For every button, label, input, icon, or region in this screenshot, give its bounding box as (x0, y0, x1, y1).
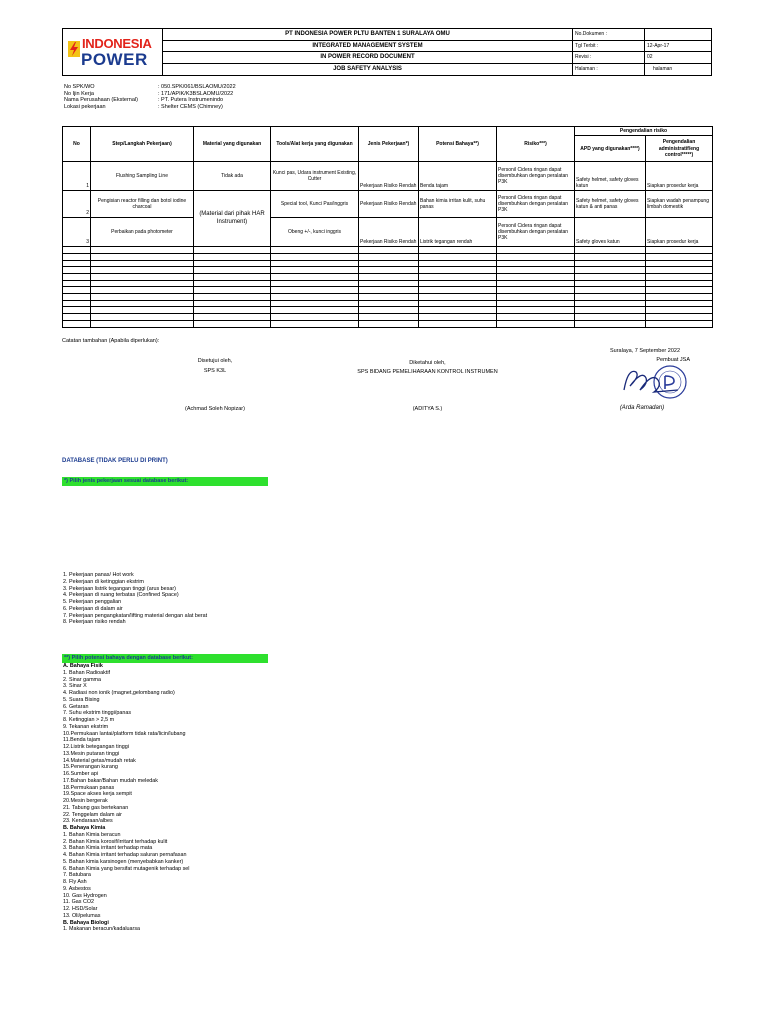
header-title-record: IN POWER RECORD DOCUMENT (163, 52, 572, 64)
list-item: 4. Pekerjaan di ruang terbatas (Confined Space) (63, 592, 179, 599)
list-item: 1. Makanan beracun/kadaluarsa (63, 926, 141, 933)
list-item: 9. Tekanan ekstrim (63, 723, 109, 730)
list-item: 13. Oli/pelumas (63, 912, 101, 919)
list-item: 3. Sinar X (63, 683, 87, 690)
list-item: 20.Mesin bergerak (63, 798, 108, 804)
list-item: 5. Bahan kimia karsinogen (menyebabkan kanker) (63, 858, 184, 865)
info-row: Nama Perusahaan (Eksternal) : PT. Putera Instrumenindo (64, 97, 224, 104)
list-item: 11.Benda tajam (63, 737, 101, 744)
jsa-table (62, 126, 713, 328)
list-item: 8. Pekerjaan risiko rendah (63, 619, 126, 626)
info-row: Lokasi pekerjaan : Shelter CEMS (Chimney) (64, 103, 223, 110)
table-row-empty (63, 253, 713, 260)
list-item: 10.Permukaan lantai/platform tidak rata/licin/lubang (63, 730, 186, 737)
list-item: 10. Gas Hydrogen (63, 892, 107, 899)
table-row: 1 Flushing Sampling Line Tidak ada Kunci pas, Udara instrument Existing, Cutter Pekerjaan Risiko Rendah Benda tajam Personil Cidera ringan dapat disembuhkan dengan peralatan P3K Safety helmet, safety gloves katun Siapkan prosedur kerja (63, 162, 713, 191)
table-row-empty (63, 247, 713, 254)
approver-title: Disetujui oleh, (197, 358, 233, 364)
table-row-empty (63, 280, 713, 287)
table-row-empty (63, 274, 713, 281)
signature-date: Suralaya, 7 September 2022 (609, 348, 681, 354)
header-titles (163, 29, 573, 75)
info-row: No Ijin Kerja : 171/APIK/K3BSLAOMU/2022 (64, 90, 234, 97)
list-item: 3. Pekerjaan listrik tegangan tinggi (arus besar) (63, 585, 176, 592)
table-row-empty (63, 260, 713, 267)
col-header-jenis: Jenis Pekerjaan*) (359, 127, 419, 162)
list-item: 8. Ketinggian > 2,5 m (63, 717, 115, 723)
list-item: 22. Tenggelam dalam air (63, 811, 122, 818)
potensi-bahaya-list (63, 663, 189, 933)
list-item: 3. Bahan Kimia irritant terhadap mata (63, 845, 153, 852)
header-title-system: INTEGRATED MANAGEMENT SYSTEM (163, 41, 572, 53)
doc-info-row: Tgl Terbit : 12-Apr-17 (573, 41, 711, 53)
list-item: 1. Bahan Kimia beracun (63, 831, 121, 838)
col-header-no: No (63, 127, 91, 162)
document-header (62, 28, 712, 76)
doc-info-row: No.Dokumen : (573, 29, 711, 41)
work-info (64, 84, 236, 110)
list-item: 6. Getaran (63, 703, 89, 710)
list-item: 12.Listrik betegangan tinggi (63, 744, 129, 750)
list-item: 8. Fly Ash (63, 879, 87, 885)
header-title-company: PT INDONESIA POWER PLTU BANTEN 1 SURALAYA OMU (163, 29, 572, 41)
list-item: 4. Radiasi non ionik (magnet,gelombang radio) (63, 690, 175, 696)
logo-line1: INDONESIA (82, 36, 152, 51)
list-item: 7. Suhu ekstrim tinggi/panas (63, 710, 132, 717)
col-header-potensi: Potensi Bahaya**) (419, 127, 497, 162)
list-item: 5. Pekerjaan penggalian (63, 599, 122, 605)
table-row-empty (63, 307, 713, 314)
list-item: 1. Pekerjaan panas/ Hot work (63, 572, 134, 578)
list-item: 4. Bahan Kimia irritant terhadap saluran pernafasan (63, 852, 187, 858)
list-item: 2. Pekerjaan di ketinggian ekstrim (63, 578, 144, 585)
database-title: DATABASE (TIDAK PERLU DI PRINT) (62, 458, 168, 464)
col-header-risiko: Risiko***) (497, 127, 575, 162)
jenis-pekerjaan-header: *) Pilih jenis pekerjaan sesuai database berikut: (62, 477, 268, 486)
table-row-empty (63, 300, 713, 307)
col-header-apd: APD yang digunakan****) (575, 136, 646, 162)
table-row: 2 Pengisian reactor filling dan botol iodine charcoal (Material dari pihak HAR Instrument) Special tool, Kunci Pas/inggris Pekerjaan Risiko Rendah Bahan kimia irritan kulit, suhu panas Personil Cidera ringan dapat disembuhkan dengan peralatan P3K Safety helmet, safety gloves katun & anti panas Siapkan wadah penampung limbah domestik (63, 191, 713, 218)
list-item: 2. Bahan Kimia korosif/irritant terhadap kulit (63, 838, 168, 845)
approver-role: SPS K3L (203, 368, 227, 374)
document-info (573, 29, 711, 75)
category-title: B. Bahaya Biologi (63, 919, 109, 926)
list-item: 11. Gas CO2 (63, 899, 95, 906)
list-item: 15.Penerangan kurang (63, 764, 118, 771)
creator-title: Pembuat JSA (656, 357, 690, 363)
approver-name: (Achmad Soleh Nopizar) (185, 406, 245, 412)
category-title: B. Bahaya Kimia (63, 825, 106, 831)
list-item: 9. Asbestos (63, 885, 91, 892)
list-item: 7. Pekerjaan pengangkatan/lifting material dengan alat berat (63, 612, 208, 619)
list-item: 17.Bahan bakar/Bahan mudah meledak (63, 777, 159, 784)
info-row: No SPK/WO : 050.SPK/061/BSLAOMU/2022 (64, 84, 236, 90)
col-header-material: Material yang digunakan (194, 127, 271, 162)
col-header-step: Step/Langkah Pekerjaan) (91, 127, 194, 162)
col-header-admin: Pengendalian administratif/eng control*****) (646, 136, 713, 162)
list-item: 13.Mesin putaran tinggi (63, 750, 120, 757)
list-item: 19.Space akses kerja sempit (63, 791, 132, 798)
list-item: 5. Suara Bising (63, 696, 100, 703)
list-item: 18.Permukaan panas (63, 784, 115, 791)
col-header-tools: Tools/Alat kerja yang digunakan (271, 127, 359, 162)
table-row-empty (63, 320, 713, 327)
acknowledger-name: (ADITYA S.) (412, 406, 443, 412)
table-row-empty (63, 314, 713, 321)
list-item: 6. Pekerjaan di dalam air (63, 605, 123, 612)
list-item: 7. Batubara (63, 872, 91, 879)
table-row-empty (63, 287, 713, 294)
signature-stamp-icon (618, 360, 690, 406)
category-title: A. Bahaya Fisik (63, 663, 103, 669)
doc-info-row: Halaman : halaman (573, 64, 711, 76)
additional-notes: Catatan tambahan (Apabila diperlukan): (62, 338, 160, 344)
header-title-jsa: JOB SAFETY ANALYSIS (333, 65, 402, 72)
list-item: 16.Sumber api (63, 771, 99, 777)
list-item: 2. Sinar gamma (63, 676, 102, 683)
list-item: 12. HSD/Solar (63, 906, 98, 912)
acknowledger-role: SPS BIDANG PEMELIHARAAN KONTROL INSTRUMEN (357, 369, 498, 375)
acknowledger-title: Diketahui oleh, (409, 360, 446, 366)
doc-info-row: Revisi : 02 (573, 52, 711, 64)
creator-name: (Arda Ramadan) (619, 405, 665, 411)
company-logo (63, 29, 163, 75)
list-item: 6. Bahan Kimia yang bersifat mutagenik terhadap sel (63, 865, 190, 872)
table-row-empty (63, 267, 713, 274)
table-row-empty (63, 294, 713, 301)
table-row: 3 Perbaikan pada photometer Obeng +/-, kunci inggris Pekerjaan Risiko Rendah Listrik tegangan rendah Personil Cidera ringan dapat disembuhkan dengan peralatan P3K Safety gloves katun Siapkan prosedur kerja (63, 218, 713, 247)
col-header-pengendalian: Pengendalian risiko (575, 127, 713, 136)
list-item: 14.Material getas/mudah retak (63, 757, 136, 764)
potensi-bahaya-header: **) Pilih potensi bahaya dengan database berikut: (62, 654, 268, 663)
jenis-pekerjaan-list (63, 572, 207, 626)
lightning-icon (68, 41, 80, 57)
logo-line2: POWER (81, 50, 148, 69)
list-item: 1. Bahan Radioaktif (63, 669, 111, 676)
list-item: 21. Tabung gas bertekanan (63, 804, 129, 811)
list-item: 23. Kendaraan/albes (63, 818, 113, 825)
